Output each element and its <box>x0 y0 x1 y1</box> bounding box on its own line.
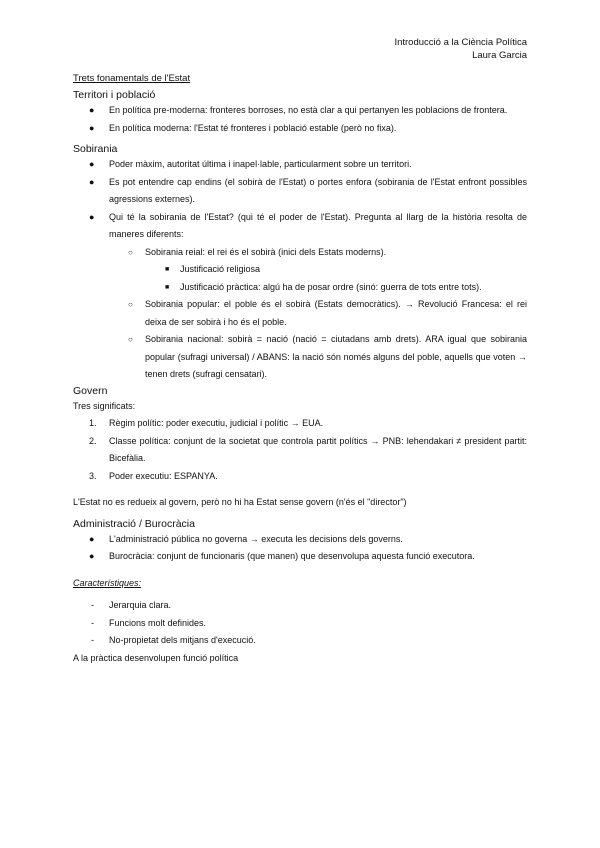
section-heading-territori: Territori i població <box>73 89 156 101</box>
sobirania-reial-sublist <box>73 261 527 296</box>
dash-bullet-icon: - <box>91 635 94 645</box>
bullet-icon: ● <box>89 122 95 133</box>
list-item: 2. Classe política: conjunt de la societat que controla partit polítics → PNB: lehendakari ≠ president partit: Bicefàlia. <box>89 435 527 463</box>
course-title: Introducció a la Ciència Política <box>394 37 527 48</box>
bullet-icon: ● <box>89 159 95 169</box>
list-item: - No-propietat dels mitjans d'execució. <box>73 632 527 650</box>
list-item: ○ Sobirania reial: el rei és el sobirà (inici dels Estats moderns). <box>73 244 527 262</box>
page-header <box>394 36 527 62</box>
govern-intro: Tres significats: <box>73 400 136 411</box>
list-item: ● Qui té la sobirania de l'Estat? (qui té el poder de l'Estat). Pregunta al llarg de la història resolta de maneres diferents: <box>73 209 527 244</box>
dash-bullet-icon: - <box>91 617 94 628</box>
document-body <box>73 72 527 667</box>
circle-bullet-icon: ○ <box>128 335 133 344</box>
list-item: ● Es pot entendre cap endins (el sobirà de l'Estat) o portes enfora (sobirania de l'Estat enfront possibles agressions externes). <box>73 174 527 209</box>
list-item: ■ Justificació pràctica: algú ha de posar ordre (sinó: guerra de tots entre tots). <box>73 279 527 297</box>
list-item: ● En política pre-moderna: fronteres borroses, no està clar a qui pertanyen les poblacions de frontera. <box>73 102 527 120</box>
govern-list <box>73 415 527 485</box>
bullet-icon: ● <box>89 211 95 222</box>
list-item: ○ Sobirania popular: el poble és el sobirà (Estats democràtics). → Revolució Francesa: el rei deixa de ser sobirà i ho és el poble. <box>73 296 527 331</box>
administracio-list <box>73 531 527 566</box>
administracio-final: A la pràctica desenvolupen funció política <box>73 652 239 663</box>
caracteristiques-list <box>73 597 527 650</box>
list-item: ● Poder màxim, autoritat última i inapel·lable, particularment sobre un territori. <box>73 156 527 174</box>
bullet-icon: ● <box>89 551 95 561</box>
list-item: - Jerarquia clara. <box>73 597 527 615</box>
square-bullet-icon: ■ <box>165 266 170 273</box>
list-item: ■ Justificació religiosa <box>73 261 527 279</box>
list-item: ○ Sobirania nacional: sobirà = nació (nació = ciutadans amb drets). ARA igual que sobirania popular (sufragi universal) / ABANS: la nació són només alguns del poble, aquells que voten → tenen drets (sufragi censatari). <box>73 331 527 384</box>
list-item: ● Burocràcia: conjunt de funcionaris (que manen) que desenvolupa aquesta funció executora. <box>73 548 527 566</box>
section-heading-govern: Govern <box>73 384 108 397</box>
dash-bullet-icon: - <box>91 600 94 610</box>
sobirania-list <box>73 156 527 244</box>
bullet-icon: ● <box>89 105 95 115</box>
caracteristiques-label: Característiques: <box>73 577 142 588</box>
section-heading-sobirania: Sobirania <box>73 143 118 155</box>
section-heading-administracio: Administració / Burocràcia <box>73 517 195 530</box>
territori-list <box>73 102 527 137</box>
bullet-icon: ● <box>89 176 95 187</box>
sobirania-sublist-2 <box>73 296 527 384</box>
list-item: ● L'administració pública no governa → executa les decisions dels governs. <box>73 531 527 549</box>
sobirania-sublist <box>73 244 527 262</box>
square-bullet-icon: ■ <box>165 283 170 291</box>
author-name: Laura Garcia <box>472 50 527 61</box>
list-item: ● En política moderna: l'Estat té fronteres i població estable (però no fixa). <box>73 120 527 138</box>
govern-note: L'Estat no es redueix al govern, però no hi ha Estat sense govern (n'és el "director") <box>73 497 407 507</box>
document-title: Trets fonamentals de l'Estat <box>73 73 191 84</box>
list-item: 1. Règim polític: poder executiu, judicial i polític → EUA. <box>89 418 324 428</box>
list-item: 3. Poder executiu: ESPANYA. <box>89 470 218 481</box>
bullet-icon: ● <box>89 533 95 544</box>
list-item: - Funcions molt definides. <box>73 615 527 633</box>
circle-bullet-icon: ○ <box>128 247 133 257</box>
circle-bullet-icon: ○ <box>128 300 133 309</box>
